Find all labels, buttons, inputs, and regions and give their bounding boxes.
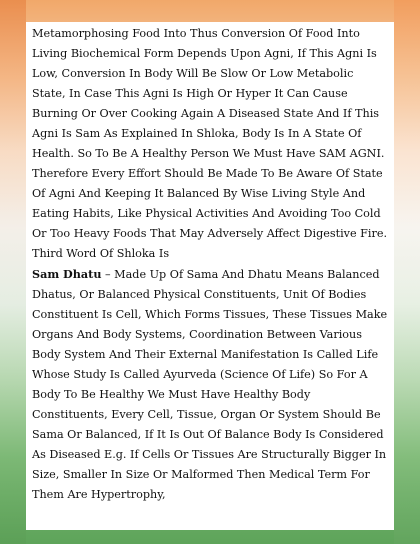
paragraph-sam-dhatu bbox=[32, 264, 388, 505]
paragraph-sam-dhatu-text: – Made Up Of Sama And Dhatu Means Balanced Dhatus, Or Balanced Physical Constituents, Unit Of Bodies Constituent Is Cell, Which Forms Tissues, These Tissues Make Organs And Body Systems, Coordination Between Various Body System And Their External Manifestation Is Called Life Whose Study Is Called Ayurveda (Science Of Life) So For A Body To Be Healthy We Must Have Healthy Body Constituents, Every Cell, Tissue, Organ Or System Should Be Sama Or Balanced, If It Is Out Of Balance Body Is Considered As Diseased E.g. If Cells Or Tissues Are Structurally Bigger In Size, Smaller In Size Or Malformed Then Medical Term For Them Are Hypertrophy, bbox=[32, 268, 388, 501]
document-body bbox=[32, 24, 388, 505]
term-sam-dhatu: Sam Dhatu bbox=[32, 267, 102, 281]
background-left-stripe bbox=[0, 0, 26, 544]
text-panel bbox=[26, 22, 394, 530]
background-right-stripe bbox=[394, 0, 420, 544]
paragraph-agni: Metamorphosing Food Into Thus Conversion Of Food Into Living Biochemical Form Depends Upon Agni, If This Agni Is Low, Conversion In Body Will Be Slow Or Low Metabolic State, In Case This Agni Is High Or Hyper It Can Cause Burning Or Over Cooking Again A Diseased State And If This Agni Is Sam As Explained In Shloka, Body Is In A State Of Health. So To Be A Healthy Person We Must Have SAM AGNI. Therefore Every Effort Should Be Made To Be Aware Of State Of Agni And Keeping It Balanced By Wise Living Style And Eating Habits, Like Physical Activities And Avoiding Too Cold Or Too Heavy Foods That May Adversely Affect Digestive Fire. Third Word Of Shloka Is bbox=[32, 27, 388, 260]
